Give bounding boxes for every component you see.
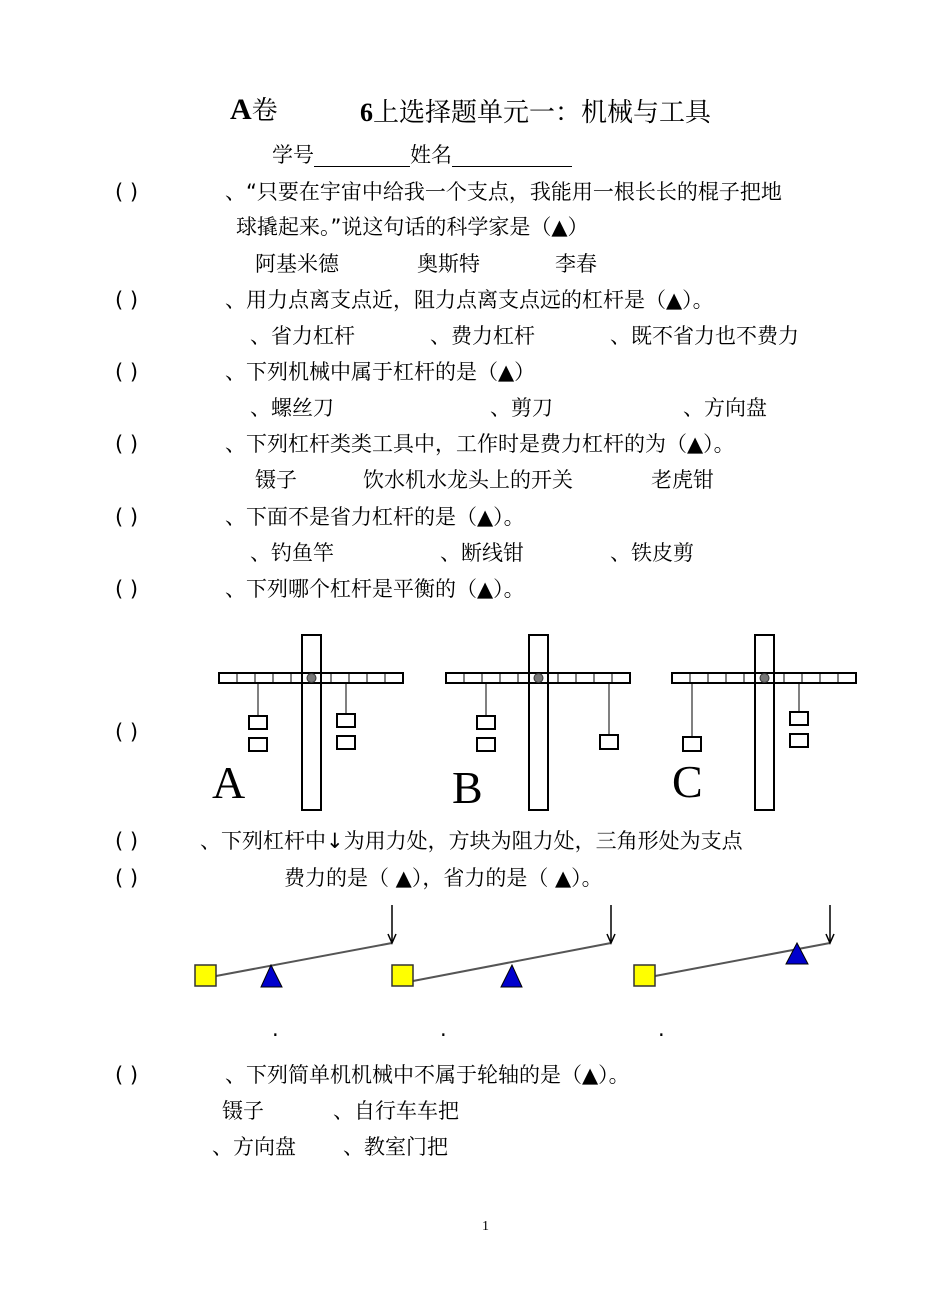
q1-option-1: 阿基米德 [255, 252, 339, 276]
lever-dot-3: . [658, 1017, 665, 1041]
last-q-bracket[interactable]: ( ) [115, 1063, 139, 1087]
q1-bracket[interactable]: ( ) [115, 180, 139, 204]
balance-label-b: B [452, 762, 483, 813]
student-no-label: 学号 [272, 143, 314, 167]
q3-bracket[interactable]: ( ) [115, 360, 139, 384]
last-q-option-3: 、方向盘 [212, 1135, 296, 1159]
q1-line1: 、“只要在宇宙中给我一个支点，我能用一根长长的棍子把地 [225, 180, 782, 204]
balance-bracket[interactable]: ( ) [115, 720, 139, 744]
lever-bracket-1[interactable]: ( ) [115, 829, 139, 853]
page-number: 1 [482, 1219, 489, 1234]
lever-2 [392, 905, 615, 987]
q1-option-3: 李春 [555, 252, 597, 276]
name-label: 姓名 [410, 143, 452, 167]
q4-option-1: 镊子 [255, 468, 297, 492]
q2-bracket[interactable]: ( ) [115, 288, 139, 312]
q6-line1: 、下列哪个杠杆是平衡的（▲）。 [225, 577, 525, 601]
lever-bracket-2[interactable]: ( ) [115, 866, 139, 890]
q2-option-2: 、费力杠杆 [430, 324, 535, 348]
q5-option-1: 、钓鱼竿 [250, 541, 334, 565]
q3-line1: 、下列机械中属于杠杆的是（▲） [225, 360, 536, 384]
q1-line2: 球撬起来。”说这句话的科学家是（▲） [236, 215, 589, 239]
lever-question-line1: 、下列杠杆中↓为用力处，方块为阻力处，三角形处为支点 [200, 829, 743, 853]
q5-option-3: 、铁皮剪 [610, 541, 694, 565]
balance-label-c: C [672, 756, 703, 807]
last-q-line: 、下列简单机机械中不属于轮轴的是（▲）。 [225, 1063, 630, 1087]
q4-bracket[interactable]: ( ) [115, 432, 139, 456]
q4-line1: 、下列杠杆类类工具中，工作时是费力杠杆的为（▲）。 [225, 432, 735, 456]
last-q-option-2: 、自行车车把 [333, 1099, 459, 1123]
q1-option-2: 奥斯特 [417, 252, 480, 276]
q3-option-3: 、方向盘 [683, 396, 767, 420]
balance-a [219, 635, 403, 810]
q4-option-2: 饮水机水龙头上的开关 [363, 468, 573, 492]
lever-question-line2: 费力的是（ ▲），省力的是（ ▲）。 [284, 866, 603, 890]
q6-bracket[interactable]: ( ) [115, 577, 139, 601]
q5-option-2: 、断线钳 [440, 541, 524, 565]
balance-label-a: A [212, 757, 246, 808]
lever-dot-1: . [272, 1017, 279, 1041]
lever-1 [195, 905, 396, 987]
lever-dot-2: . [440, 1017, 447, 1041]
title-text: 上选择题单元一：机械与工具 [373, 98, 712, 127]
q2-line1: 、用力点离支点近，阻力点离支点远的杠杆是（▲）。 [225, 288, 714, 312]
q5-line1: 、下面不是省力杠杆的是（▲）。 [225, 505, 525, 529]
q5-bracket[interactable]: ( ) [115, 505, 139, 529]
paper-letter: A [230, 93, 252, 126]
lever-3 [634, 905, 834, 986]
q3-option-1: 、螺丝刀 [250, 396, 334, 420]
q2-option-3: 、既不省力也不费力 [610, 324, 799, 348]
paper-suffix: 卷 [251, 96, 278, 125]
q2-option-1: 、省力杠杆 [250, 324, 355, 348]
last-q-option-4: 、教室门把 [343, 1135, 448, 1159]
title-number: 6 [360, 98, 373, 127]
last-q-option-1: 镊子 [222, 1099, 264, 1123]
q4-option-3: 老虎钳 [651, 468, 714, 492]
q3-option-2: 、剪刀 [490, 396, 553, 420]
